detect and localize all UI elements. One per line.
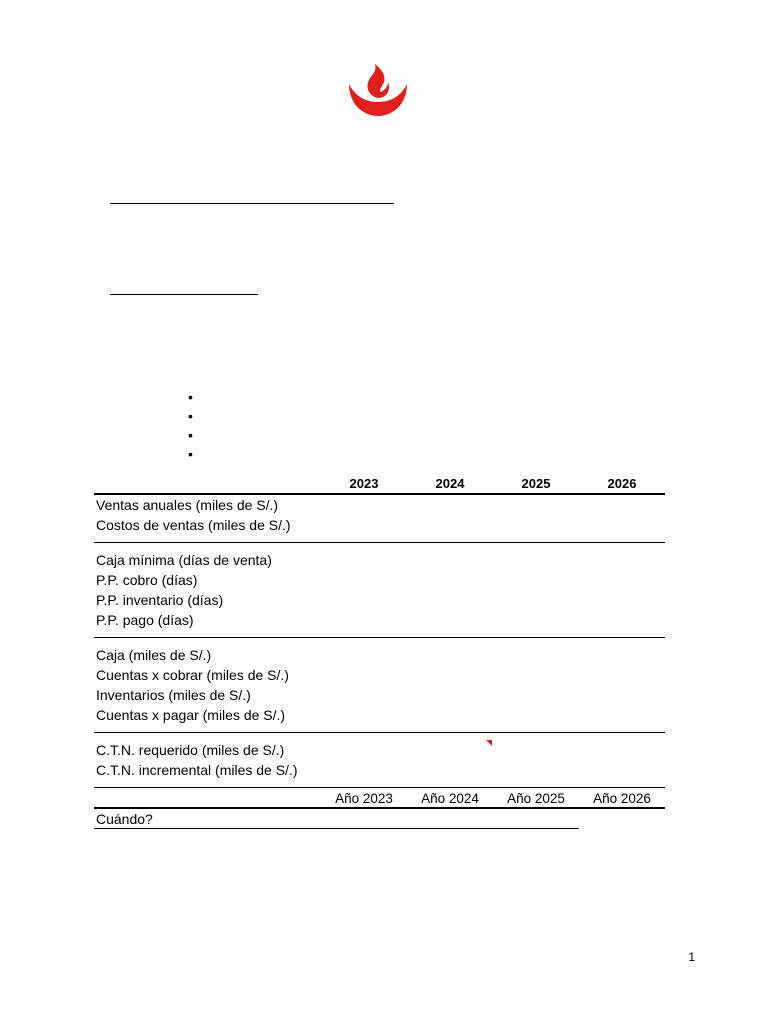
bullet-3: • [188, 427, 193, 443]
comment-marker-icon[interactable] [486, 740, 492, 746]
year-header-2025: 2025 [521, 476, 551, 491]
group-divider-4 [94, 787, 665, 788]
title-underline [110, 203, 394, 204]
ano-header-2023: Año 2023 [335, 791, 393, 806]
group-divider-1 [94, 542, 665, 543]
row-pp-cobro: P.P. cobro (días) [96, 572, 198, 588]
row-ventas-anuales: Ventas anuales (miles de S/.) [96, 497, 279, 513]
row-cuentas-pagar: Cuentas x pagar (miles de S/.) [96, 707, 286, 723]
bullet-4: • [188, 446, 193, 462]
ano-header-2024: Año 2024 [421, 791, 479, 806]
bullet-2: • [188, 408, 193, 424]
group-divider-3 [94, 732, 665, 733]
row-caja-minima: Caja mínima (días de venta) [96, 552, 272, 568]
row-cuando: Cuándo? [96, 811, 153, 827]
ano-header-2025: Año 2025 [507, 791, 565, 806]
table-bottom-rule [94, 828, 579, 829]
ano-header-2026: Año 2026 [593, 791, 651, 806]
year-header-2026: 2026 [607, 476, 637, 491]
group-divider-2 [94, 637, 665, 638]
row-costos-ventas: Costos de ventas (miles de S/.) [96, 517, 291, 533]
row-inventarios: Inventarios (miles de S/.) [96, 687, 251, 703]
row-cuentas-cobrar: Cuentas x cobrar (miles de S/.) [96, 667, 289, 683]
row-caja: Caja (miles de S/.) [96, 647, 212, 663]
page-number: 1 [688, 950, 695, 964]
year-header-2024: 2024 [435, 476, 465, 491]
subtitle-underline [110, 294, 258, 295]
row-pp-pago: P.P. pago (días) [96, 612, 194, 628]
table-top-rule [94, 493, 665, 495]
row-ctn-requerido: C.T.N. requerido (miles de S/.) [96, 742, 285, 758]
university-flame-logo-icon [345, 62, 411, 118]
ano-header-rule [94, 807, 665, 809]
row-ctn-incremental: C.T.N. incremental (miles de S/.) [96, 762, 298, 778]
year-header-2023: 2023 [349, 476, 379, 491]
row-pp-inventario: P.P. inventario (días) [96, 592, 224, 608]
bullet-1: • [188, 389, 193, 405]
